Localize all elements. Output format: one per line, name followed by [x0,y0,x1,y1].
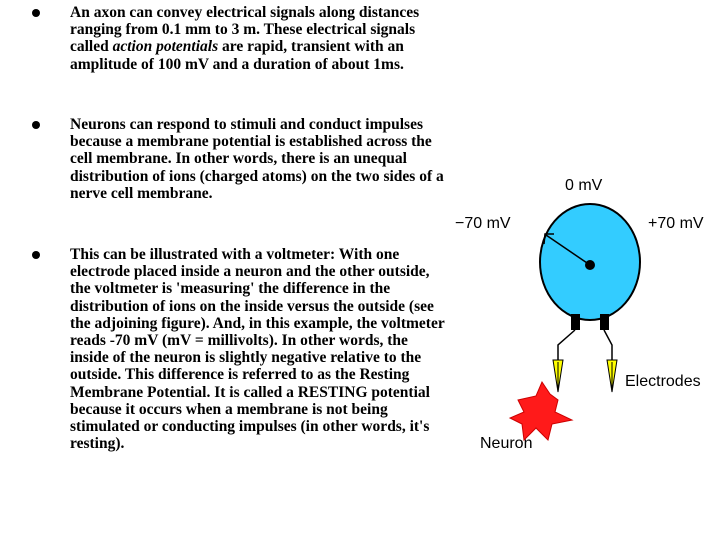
bullet-text-emphasis: action potentials [112,38,219,56]
terminal-left-icon [571,314,580,330]
bullet-text [70,4,448,73]
bullet-dot-icon [32,251,40,259]
bullet-text: This can be illustrated with a voltmeter: With one electrode placed inside a neuron and the other outside, the voltmeter is 'measuring' the difference in the distribution of ions on the inside versus the outside (see the adjoining figure). And, in this example, the voltmeter reads -70 mV (mV = millivolts). In other words, the inside of the neuron is slightly negative relative to the outside. This difference is referred to as the Resting Membrane Potential. It is called a RESTING potential because it occurs when a membrane is not being stimulated or conducting impulses (in other words, it's resting). [70,246,445,453]
label-plus-70-mv: +70 mV [648,215,704,232]
bullet-dot-icon [32,121,40,129]
label-minus-70-mv: −70 mV [455,215,511,232]
label-electrodes: Electrodes [625,373,701,390]
bullet-item-membrane-potential [28,116,448,202]
label-neuron: Neuron [480,435,533,452]
terminal-right-icon [600,314,609,330]
bullet-item-voltmeter [28,246,448,452]
wire-left-icon [558,330,575,360]
voltmeter-figure [440,150,720,470]
bullet-text: Neurons can respond to stimuli and conduct impulses because a membrane potential is established across the cell membrane. In other words, there is an unequal distribution of ions (charged atoms) on the two sides of a nerve cell membrane. [70,116,444,202]
label-zero-mv: 0 mV [565,177,603,194]
bullet-item-action-potentials [28,4,448,73]
neuron-icon [510,382,572,440]
needle-pivot-icon [585,260,595,270]
bullet-text-part: are rapid, transient with an amplitude of 100 mV and a duration of about 1ms. [70,38,404,73]
bullet-dot-icon [32,9,40,17]
wire-right-icon [604,330,612,360]
bullet-text-part: An axon can convey electrical signals along distances ranging from 0.1 mm to 3 m. These electrical signals called [70,4,420,56]
